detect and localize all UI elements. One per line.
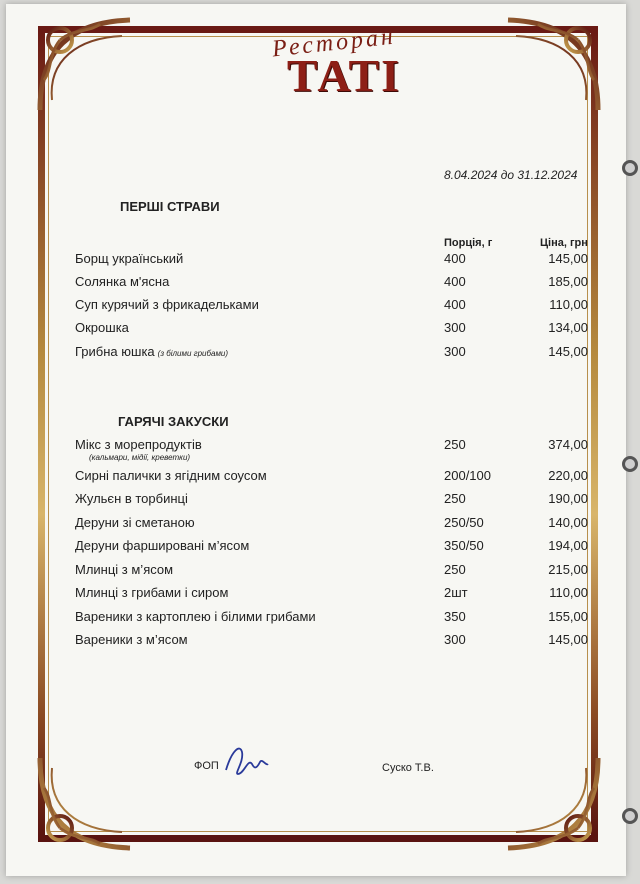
menu-item: [0, 251, 640, 271]
menu-item: [0, 609, 640, 629]
menu-item: [0, 491, 640, 511]
menu-item: [0, 585, 640, 605]
item-name: [75, 344, 228, 359]
item-name: Вареники з м’ясом: [75, 632, 188, 647]
item-portion: 400: [444, 274, 466, 289]
item-portion: 250: [444, 437, 466, 452]
menu-item: [0, 632, 640, 652]
item-price: 134,00: [548, 320, 588, 335]
item-portion: 250: [444, 491, 466, 506]
binder-ring-bottom: [622, 808, 638, 824]
item-name: Млинці з м’ясом: [75, 562, 174, 577]
item-name: Суп курячий з фрикадельками: [75, 297, 259, 312]
item-price: 110,00: [549, 297, 588, 312]
footer-owner-name: Суско Т.В.: [382, 762, 434, 774]
signature-icon: [222, 740, 270, 780]
item-portion: 250: [444, 562, 466, 577]
item-portion: 2шт: [444, 585, 468, 600]
section-title-first-courses: ПЕРШІ СТРАВИ: [120, 199, 220, 214]
menu-period: 8.04.2024 до 31.12.2024: [444, 168, 578, 182]
logo-top-text: Ресторан: [270, 23, 397, 63]
item-portion: 300: [444, 320, 466, 335]
menu-item: [0, 538, 640, 558]
item-price: 145,00: [548, 632, 588, 647]
item-name: Сирні палички з ягідним соусом: [75, 468, 267, 483]
item-name: Жульєн в торбинці: [75, 491, 188, 506]
menu-item: [0, 562, 640, 582]
item-portion: 300: [444, 344, 466, 359]
item-note: (з білими грибами): [157, 349, 229, 358]
item-name-text: Грибна юшка: [75, 344, 155, 359]
item-price: 190,00: [548, 491, 588, 506]
item-portion: 400: [444, 297, 466, 312]
item-price: 145,00: [548, 251, 588, 266]
item-portion: 350: [444, 609, 466, 624]
item-name: Деруни фаршировані м’ясом: [75, 538, 250, 553]
restaurant-logo: [240, 23, 420, 102]
menu-item: [0, 344, 640, 364]
item-price: 110,00: [549, 585, 588, 600]
item-portion: 300: [444, 632, 466, 647]
item-price: 140,00: [548, 515, 588, 530]
item-portion: 200/100: [444, 468, 491, 483]
menu-item: [0, 297, 640, 317]
corner-ornament-bottom-left: [30, 748, 150, 858]
item-name: Мікс з морепродуктів: [75, 437, 202, 452]
column-header-portion: Порція, г: [444, 237, 493, 249]
item-subnote: (кальмари, мідії, креветки): [89, 453, 191, 462]
menu-item: [0, 320, 640, 340]
binder-ring-top: [622, 160, 638, 176]
menu-item: [0, 274, 640, 294]
item-price: 145,00: [548, 344, 588, 359]
column-header-price: Ціна, грн: [540, 237, 588, 249]
corner-ornament-top-left: [30, 10, 150, 120]
item-portion: 400: [444, 251, 466, 266]
item-name: Окрошка: [75, 320, 129, 335]
logo-main-text: ТАТІ: [286, 50, 402, 101]
footer-label: ФОП: [194, 760, 219, 772]
menu-item: [0, 437, 640, 462]
item-price: 194,00: [548, 538, 588, 553]
item-name: Солянка м'ясна: [75, 274, 170, 289]
corner-ornament-top-right: [488, 10, 608, 120]
menu-item: [0, 515, 640, 535]
item-price: 215,00: [548, 562, 588, 577]
item-name: Борщ український: [75, 251, 184, 266]
item-price: 374,00: [548, 437, 588, 452]
item-name: Млинці з грибами і сиром: [75, 585, 229, 600]
item-price: 185,00: [548, 274, 588, 289]
item-price: 155,00: [548, 609, 588, 624]
frame-inner-line: [48, 36, 588, 832]
item-portion: 350/50: [444, 538, 484, 553]
menu-item: [0, 468, 640, 488]
section-title-hot-appetizers: ГАРЯЧІ ЗАКУСКИ: [118, 414, 229, 429]
corner-ornament-bottom-right: [488, 748, 608, 858]
item-name: Деруни зі сметаною: [75, 515, 195, 530]
item-price: 220,00: [548, 468, 588, 483]
item-name: Вареники з картоплею і білими грибами: [75, 609, 316, 624]
item-portion: 250/50: [444, 515, 484, 530]
